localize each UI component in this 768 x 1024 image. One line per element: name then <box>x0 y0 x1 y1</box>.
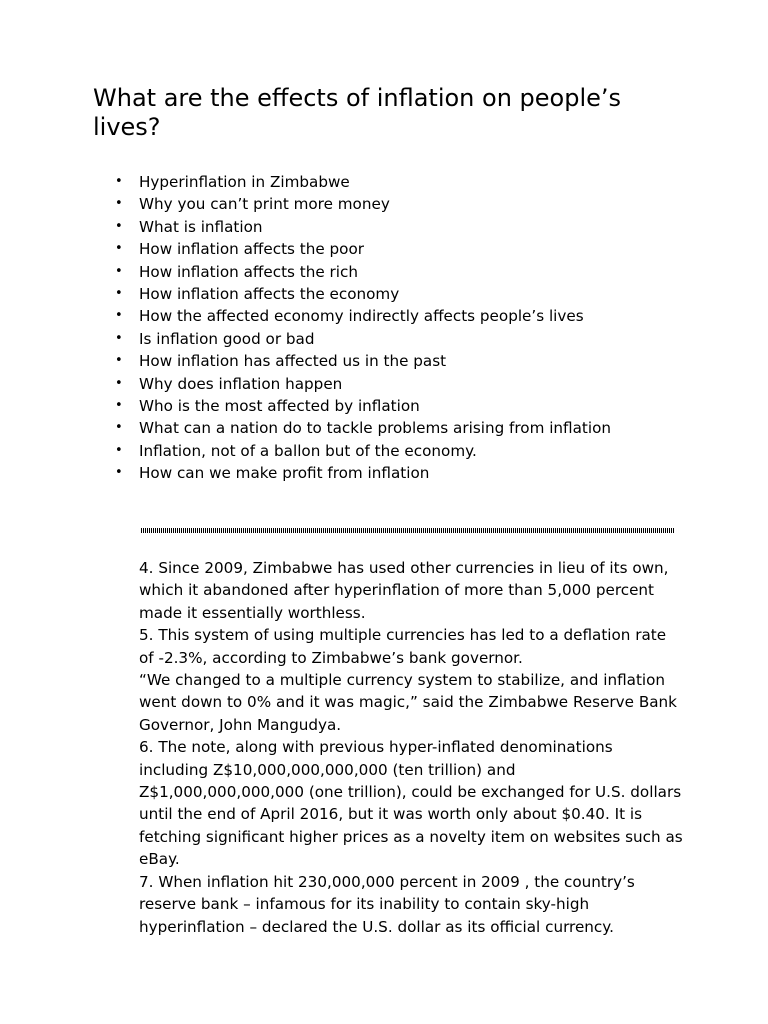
list-item <box>115 261 699 283</box>
list-item <box>115 350 699 372</box>
bullet-icon: • <box>115 174 123 189</box>
list-item <box>115 440 699 462</box>
bullet-icon: • <box>115 218 123 234</box>
list-item <box>115 373 699 395</box>
list-item <box>115 283 699 305</box>
list-item <box>115 417 699 439</box>
bullet-icon: • <box>115 308 123 324</box>
list-item-text: Why you can’t print more money <box>139 195 390 214</box>
list-item <box>115 305 699 327</box>
list-item-text: Hyperinflation in Zimbabwe <box>139 173 350 191</box>
list-item <box>115 328 699 350</box>
list-item-text: Why does inflation happen <box>139 374 343 393</box>
bullet-icon: • <box>115 375 123 391</box>
list-item-text: How inflation has affected us in the past <box>139 352 447 371</box>
paragraph: 7. When inflation hit 230,000,000 percent in 2009 , the country’s reserve bank – infamous for its inability to contain sky-high hyperinflation – declared the U.S. dollar as its official currency. <box>139 872 635 936</box>
quote-paragraph: “We changed to a multiple currency system to stabilize, and inflation went down to 0% and it was magic,” said the Zimbabwe Reserve Bank Governor, John Mangudya. <box>139 671 677 734</box>
list-item <box>115 395 699 417</box>
paragraph: 5. This system of using multiple currencies has led to a deflation rate of -2.3%, according to Zimbabwe’s bank governor. <box>139 626 667 667</box>
list-item-text: How inflation affects the poor <box>139 240 364 259</box>
list-item-text: How the affected economy indirectly affects people’s lives <box>139 307 584 326</box>
list-item-text: Inflation, not of a ballon but of the economy. <box>139 441 477 460</box>
list-item-text: What is inflation <box>139 217 263 236</box>
list-item-text: Who is the most affected by inflation <box>139 397 420 416</box>
list-item <box>115 216 699 238</box>
bullet-icon: • <box>115 241 123 257</box>
bullet-icon: • <box>115 420 123 436</box>
section-divider <box>141 528 675 533</box>
list-item-text: Is inflation good or bad <box>139 329 315 348</box>
paragraph: 6. The note, along with previous hyper-inflated denominations including Z$10,000,000,000,000 (ten trillion) and Z$1,000,000,000,000 (one trillion), could be exchanged for U.S. dollars until the end of April 2016, but it was worth only about $0.40. It is fetching significant higher prices as a novelty item on websites such as eBay. <box>139 738 683 869</box>
list-item-text: How inflation affects the economy <box>139 285 400 304</box>
list-item-text: What can a nation do to tackle problems arising from inflation <box>139 419 612 438</box>
list-item <box>115 171 699 193</box>
topic-list <box>115 171 699 485</box>
bullet-icon: • <box>115 442 123 458</box>
list-item <box>115 193 699 215</box>
document-title: What are the effects of inflation on people’s lives? <box>93 84 622 141</box>
list-item <box>115 462 699 484</box>
bullet-icon: • <box>115 263 123 279</box>
bullet-icon: • <box>115 465 123 481</box>
bullet-icon: • <box>115 286 123 302</box>
bullet-icon: • <box>115 196 123 212</box>
notes-section <box>139 557 684 938</box>
paragraph: 4. Since 2009, Zimbabwe has used other currencies in lieu of its own, which it abandoned after hyperinflation of more than 5,000 percent made it essentially worthless. <box>139 559 669 622</box>
list-item-text: How inflation affects the rich <box>139 262 358 281</box>
bullet-icon: • <box>115 330 123 346</box>
bullet-icon: • <box>115 353 123 369</box>
bullet-icon: • <box>115 398 123 414</box>
list-item <box>115 238 699 260</box>
list-item-text: How can we make profit from inflation <box>139 464 430 483</box>
